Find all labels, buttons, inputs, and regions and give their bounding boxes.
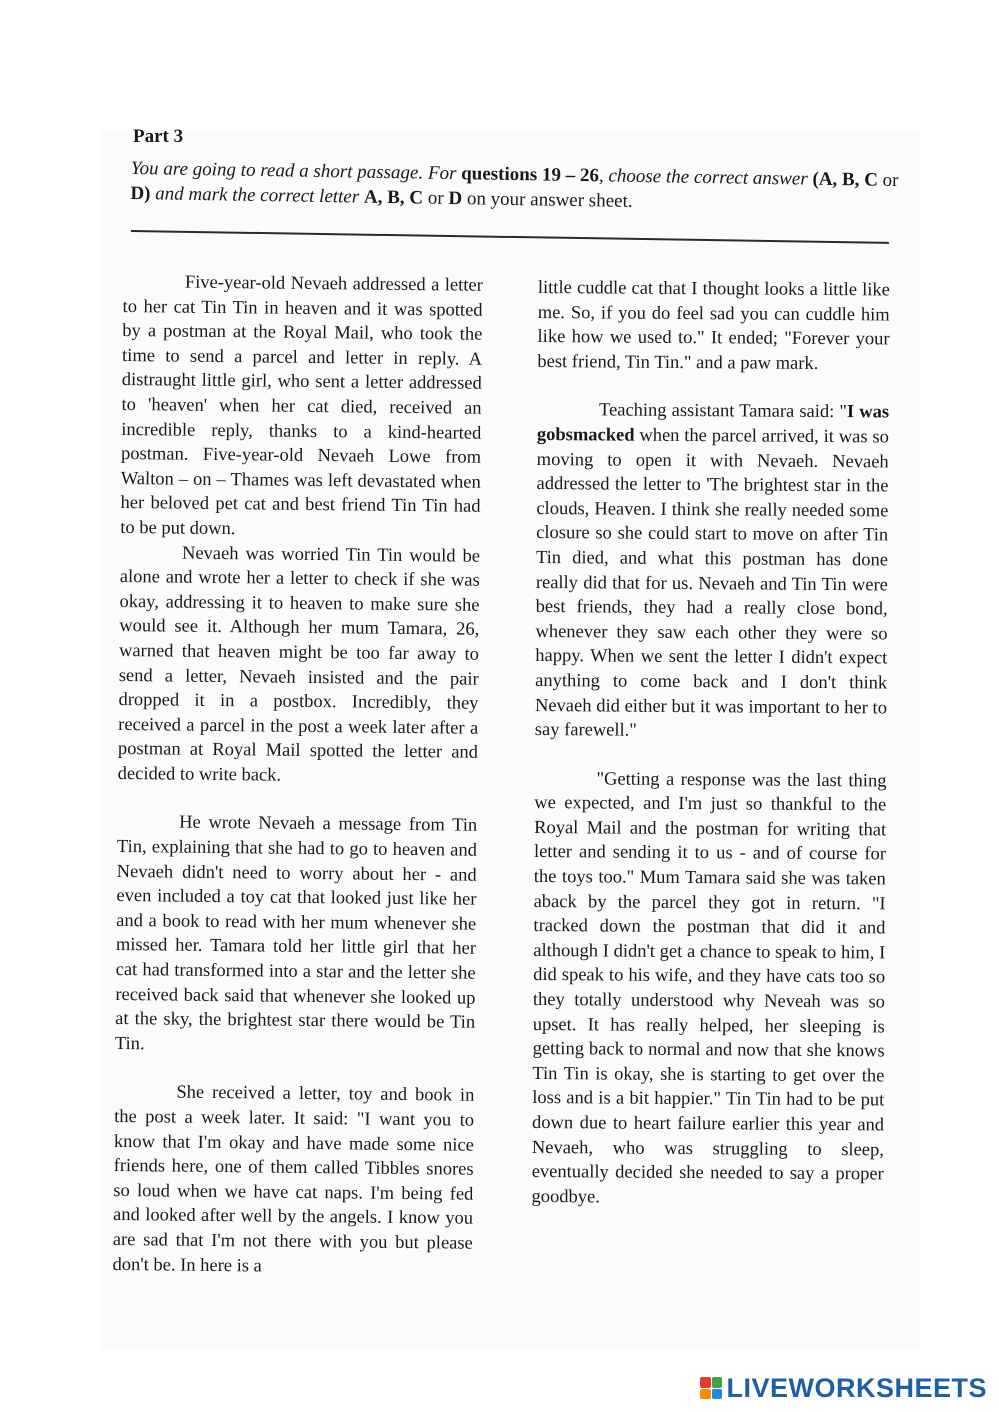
passage-paragraph bbox=[535, 398, 889, 745]
logo-square bbox=[700, 1389, 711, 1400]
option-letters: D bbox=[448, 187, 463, 210]
passage-right-column bbox=[531, 276, 890, 1212]
option-letters: (A, B, C bbox=[812, 168, 879, 191]
instructions-text: and mark the correct letter bbox=[150, 183, 365, 208]
logo-square bbox=[712, 1377, 723, 1388]
option-letters: A, B, C bbox=[363, 186, 424, 209]
logo-icon bbox=[700, 1377, 722, 1399]
passage-paragraph: Nevaeh was worried Tin Tin would be alone and wrote her a letter to check if she was okay, addressing it to heaven to make sure she would see it. Although her mum Tamara, 26, warned that heaven might be too far away to send a letter, Nevaeh insisted and the pair dropped it in a postbox. Incredibly, they received a parcel in the post a week later after a postman at Royal Mail spotted the letter and decided to write back. bbox=[117, 543, 481, 786]
instructions-text: or bbox=[422, 187, 449, 209]
part-title: Part 3 bbox=[133, 126, 184, 147]
passage-paragraph: "Getting a response was the last thing we expected, and I'm just so thankful to the Royal Mail and the postman for writing that letter and sending it to us - and of course for the toys too." Mum Tamara said she was taken aback by the parcel they got in return. "I tracked down the postman that did it and although I didn't get a chance to speak to him, I did speak to his wife, and they have cats too so they totally understood why Neveah was so upset. It has really helped, her sleeping is getting back to normal and now that she knows Tin Tin is okay, she is starting to get over the loss and is a bit happier." Tin Tin had to be put down due to heart failure earlier this year and Nevaeh, who was struggling to sleep, eventually decided she needed to say a proper goodbye. bbox=[531, 769, 887, 1208]
instructions-text: You are going to read a short passage. For bbox=[130, 157, 462, 185]
passage-paragraph: He wrote Nevaeh a message from Tin Tin, explaining that she had to go to heaven and Nevaeh didn't need to worry about her - and even included a toy cat that looked just like her and a book to read with her mum whenever she missed her. Tamara told her little girl that her cat had transformed into a star and the letter she received back said that whenever she looked up at the sky, the brightest star there would be Tin Tin. bbox=[114, 813, 478, 1055]
instructions-text: or bbox=[877, 169, 899, 192]
passage-paragraph: She received a letter, toy and book in the post a week later. It said: "I want you to know that I'm okay and have made some nice friends here, one of them called Tibbles snores so loud when we have cat naps. I'm being fed and looked after well by the angels. I know you are sad that I'm not there with you but please don't be. In here is a bbox=[112, 1083, 475, 1277]
logo-square bbox=[712, 1389, 723, 1400]
paragraph-text: Teaching assistant Tamara said: " bbox=[598, 400, 848, 423]
passage-left-column bbox=[112, 270, 483, 1281]
question-range: questions 19 – 26 bbox=[461, 163, 600, 187]
liveworksheets-logo bbox=[700, 1372, 987, 1404]
passage-paragraph: Five-year-old Nevaeh addressed a letter to her cat Tin Tin in heaven and it was spotted by a postman at the Royal Mail, who took the time to send a parcel and letter in reply. A distraught little girl, who sent a letter addressed to 'heaven' when her cat died, received an incredible reply, thanks to a kind-hearted postman. Five-year-old Nevaeh Lowe from Walton – on – Thames was left devastated when her beloved pet cat and best friend Tin Tin had to be put down. bbox=[120, 272, 483, 540]
logo-square bbox=[700, 1377, 711, 1388]
passage-paragraph: little cuddle cat that I thought looks a little like me. So, if you do feel sad you can cuddle him like how we used to." It ended; "Forever your best friend, Tin Tin." and a paw mark. bbox=[537, 277, 890, 374]
option-letters: D) bbox=[130, 182, 151, 205]
paragraph-text: when the parcel arrived, it was so moving to open it with Nevaeh. Nevaeh addressed the letter to 'The brightest star in the clouds, Heaven. I think she really needed some closure so she could start to move on after Tin Tin died, and what this postman has done really did that for us. Nevaeh and Tin Tin were best friends, they had a really close bond, whenever they saw each other they were so happy. When we sent the letter I didn't expect anything to come back and I don't think Nevaeh did either but it was important to her to say farewell." bbox=[534, 425, 889, 741]
instructions-text: on your answer sheet. bbox=[461, 188, 633, 212]
instructions-text: , choose the correct answer bbox=[598, 165, 813, 190]
logo-text: LIVEWORKSHEETS bbox=[726, 1372, 987, 1403]
emphasis-text: I was gobsmacked bbox=[536, 402, 890, 446]
